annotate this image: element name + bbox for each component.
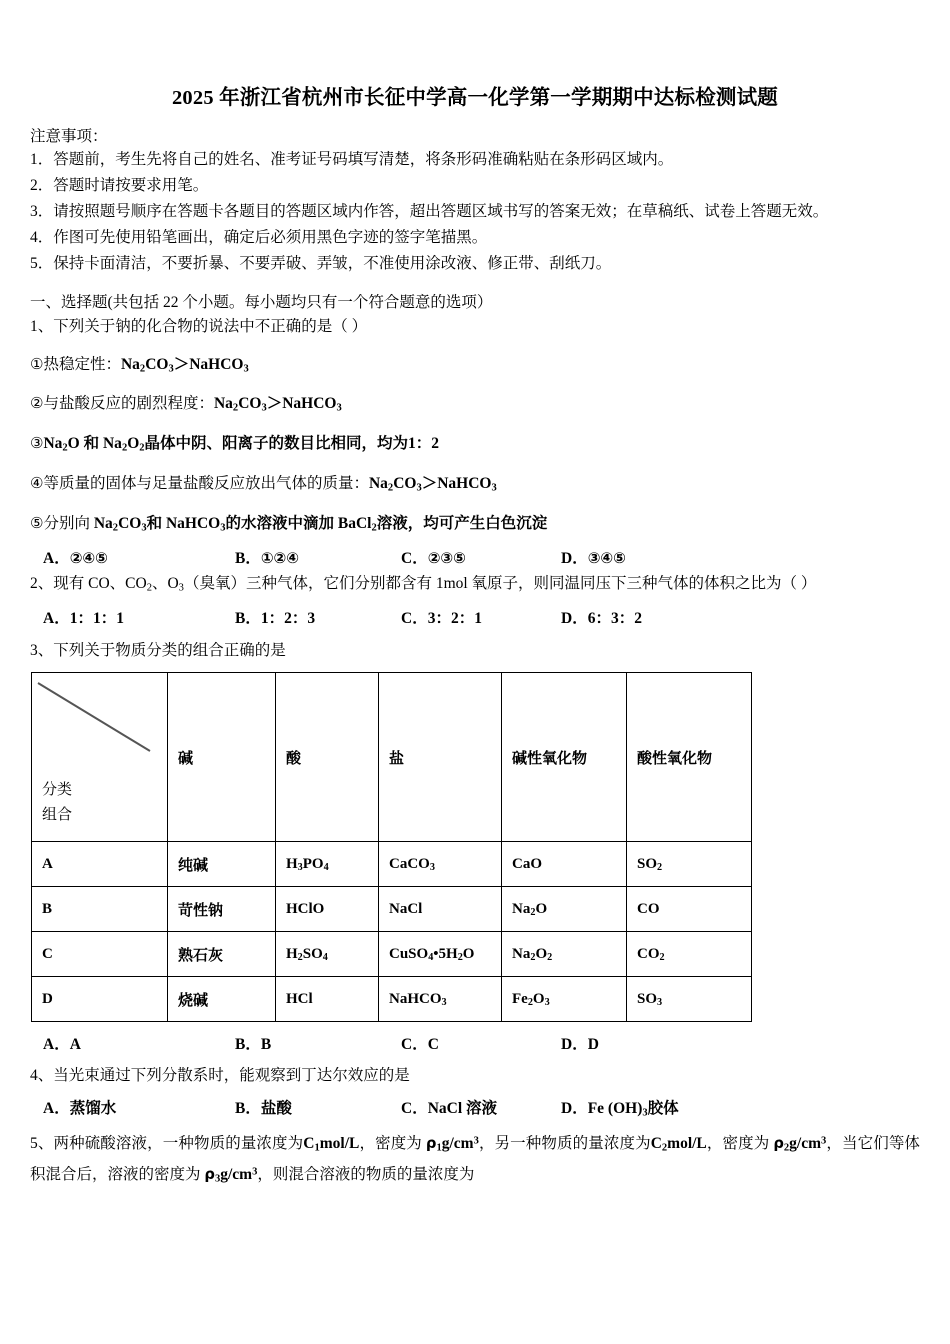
row-id-a: A bbox=[32, 842, 168, 887]
cell-b-base: 苛性钠 bbox=[168, 887, 276, 932]
table-row bbox=[32, 842, 752, 887]
table-header-row bbox=[32, 673, 752, 842]
row-id-d: D bbox=[32, 977, 168, 1022]
cell-d-salt: NaHCO$_3$ bbox=[379, 977, 502, 1022]
question-2-stem bbox=[30, 576, 920, 594]
statement-formula: $Na_2CO_3>NaHCO_3$ bbox=[368, 475, 497, 494]
cell-d-acidic-oxide: $SO_3$ bbox=[627, 977, 752, 1022]
question-1-statement-4 bbox=[30, 463, 920, 494]
option-text: NaCl 溶液 bbox=[427, 1099, 498, 1117]
notice-block bbox=[30, 129, 920, 272]
cell-d-basic-oxide: $Fe_2O_3$ bbox=[502, 977, 627, 1022]
notice-heading: 注意事项： bbox=[30, 127, 108, 145]
statement-text: 热稳定性： bbox=[43, 355, 121, 373]
option-c[interactable] bbox=[401, 546, 466, 568]
notice-item-4: 4．作图可先使用铅笔画出，确定后必须用黑色字迹的签字笔描黑。 bbox=[30, 229, 488, 247]
option-label: B． bbox=[235, 1036, 261, 1054]
option-c[interactable] bbox=[401, 1032, 439, 1054]
cell-d-acid: HCl bbox=[276, 977, 379, 1022]
question-1-statement-2 bbox=[30, 383, 920, 414]
cell-b-acid: HClO bbox=[276, 887, 379, 932]
cell-c-basic-oxide: $Na_2O_2$ bbox=[502, 932, 627, 977]
row-id-b: B bbox=[32, 887, 168, 932]
question-2-stem-p1: 2、现有 CO、CO bbox=[30, 574, 147, 592]
notice-item-5: 5．保持卡面清洁，不要折暴、不要弄破、弄皱，不准使用涂改液、修正带、刮纸刀。 bbox=[30, 255, 612, 273]
cell-d-base: 烧碱 bbox=[168, 977, 276, 1022]
option-b[interactable] bbox=[235, 606, 315, 628]
statement-marker: ③ bbox=[30, 434, 44, 453]
q5-concentration-1: $C_1mol/L$ bbox=[303, 1134, 360, 1154]
option-text: ②③⑤ bbox=[427, 548, 466, 567]
row-id-c: C bbox=[32, 932, 168, 977]
option-a[interactable] bbox=[43, 1032, 81, 1054]
option-label: B． bbox=[235, 609, 261, 627]
option-label: B． bbox=[235, 549, 261, 567]
statement-marker: ④ bbox=[30, 474, 44, 493]
table-corner-labels bbox=[42, 778, 157, 828]
question-1-stem: 1、下列关于钠的化合物的说法中不正确的是（ ） bbox=[30, 318, 368, 336]
question-5-stem: 5、两种硫酸溶液，一种物质的量浓度为$C_1mol/L$，密度为 $\rho_1g/cm^3$，另一种物质的量浓度为$C_2mol/L$，密度为 $\rho_2g/cm^3$，当它们等体积混合后，溶液的密度为 $\rho_3g/cm^3$，则混合溶液的物质的量浓度为 bbox=[30, 1134, 920, 1185]
classification-table bbox=[31, 672, 752, 1022]
question-1-statement-5 bbox=[30, 503, 920, 534]
cell-a-acid: $H_3PO_4$ bbox=[276, 842, 379, 887]
option-c[interactable] bbox=[401, 1096, 497, 1118]
option-label: C． bbox=[401, 1099, 428, 1117]
option-text: ①②④ bbox=[260, 548, 299, 567]
option-b[interactable] bbox=[235, 546, 299, 568]
question-3-options bbox=[30, 1032, 920, 1052]
table-col-header-acidic-oxide: 酸性氧化物 bbox=[627, 673, 752, 842]
option-label: D． bbox=[561, 1099, 588, 1117]
option-b[interactable] bbox=[235, 1032, 271, 1054]
option-label: D． bbox=[561, 549, 588, 567]
statement-formula: $Na_2CO_3>NaHCO_3$ bbox=[120, 355, 249, 374]
statement-marker: ① bbox=[30, 354, 44, 373]
q5-concentration-2: $C_2mol/L$ bbox=[650, 1134, 707, 1154]
cell-b-salt: NaCl bbox=[379, 887, 502, 932]
section-heading-choice: 一、选择题(共包括 22 个小题。每小题均只有一个符合题意的选项） bbox=[30, 293, 493, 311]
q5-density-2-unit: $cm^3$ bbox=[801, 1134, 827, 1152]
option-text: 蒸馏水 bbox=[69, 1099, 117, 1117]
table-row bbox=[32, 932, 752, 977]
option-label: A． bbox=[43, 1099, 70, 1117]
option-a[interactable] bbox=[43, 1096, 116, 1118]
option-a[interactable] bbox=[43, 606, 124, 628]
question-4-options bbox=[30, 1096, 920, 1119]
option-text: 6：3：2 bbox=[587, 609, 642, 627]
statement-text: 与盐酸反应的剧烈程度： bbox=[43, 395, 214, 413]
page-title: 2025 年浙江省杭州市长征中学高一化学第一学期期中达标检测试题 bbox=[171, 87, 779, 109]
option-label: D． bbox=[561, 1036, 588, 1054]
option-text: 1：1：1 bbox=[69, 609, 124, 627]
option-text: ②④⑤ bbox=[69, 548, 108, 567]
question-2-stem-p3: （臭氧）三种气体，它们分别都含有 1mol 氧原子，则同温同压下三种气体的体积之比为（ ） bbox=[183, 574, 817, 592]
option-label: D． bbox=[561, 609, 588, 627]
table-corner-cell bbox=[32, 673, 168, 842]
option-text: ③④⑤ bbox=[587, 548, 626, 567]
table-col-header-base: 碱 bbox=[168, 673, 276, 842]
statement-text: 分别向 bbox=[43, 515, 94, 533]
cell-a-base: 纯碱 bbox=[168, 842, 276, 887]
cell-c-base: 熟石灰 bbox=[168, 932, 276, 977]
q5-density-3: $\rho_3g/cm^3$ bbox=[204, 1165, 258, 1185]
q5-density-2: $\rho_2g/$ bbox=[773, 1134, 802, 1154]
option-label: A． bbox=[43, 1036, 70, 1054]
option-d[interactable] bbox=[561, 546, 626, 568]
cell-b-basic-oxide: $Na_2O$ bbox=[502, 887, 627, 932]
statement-formula: $Na_2O$ 和 $Na_2O_2$晶体中阴、阳离子的数目比相同，均为1：2 bbox=[43, 435, 440, 454]
statement-formula: $Na_2CO_3>NaHCO_3$ bbox=[213, 395, 342, 414]
option-label: C． bbox=[401, 1036, 428, 1054]
option-label: A． bbox=[43, 549, 70, 567]
cell-c-salt: $CuSO_4•5H_2O$ bbox=[379, 932, 502, 977]
cell-c-acidic-oxide: $CO_2$ bbox=[627, 932, 752, 977]
option-label: B． bbox=[235, 1099, 261, 1117]
option-text: 3：2：1 bbox=[427, 609, 482, 627]
option-text: D bbox=[587, 1036, 599, 1054]
cell-a-basic-oxide: CaO bbox=[502, 842, 627, 887]
notice-item-2: 2．答题时请按要求用笔。 bbox=[30, 177, 209, 195]
statement-formula: $Na_2CO_3$和 NaHCO$_3$的水溶液中滴加 BaCl$_2$溶液，均可产生白色沉淀 bbox=[93, 515, 548, 534]
option-text: 1：2：3 bbox=[260, 609, 316, 627]
table-row bbox=[32, 887, 752, 932]
question-2-sub-2: 3 bbox=[178, 582, 184, 594]
option-text: B bbox=[260, 1036, 272, 1054]
option-text: A bbox=[69, 1036, 81, 1054]
option-a[interactable] bbox=[43, 546, 108, 568]
cell-b-acidic-oxide: CO bbox=[627, 887, 752, 932]
question-2-sub-1: 2 bbox=[146, 582, 152, 594]
classification-table-wrap bbox=[30, 672, 920, 1022]
option-label: A． bbox=[43, 609, 70, 627]
statement-marker: ② bbox=[30, 394, 44, 413]
option-text: Fe $(OH)_3$胶体 bbox=[587, 1099, 679, 1119]
question-1-options bbox=[30, 546, 920, 566]
question-2-stem-p2: 、O bbox=[151, 574, 179, 592]
cell-a-salt: CaCO$_3$ bbox=[379, 842, 502, 887]
notice-item-3: 3．请按照题号顺序在答题卡各题目的答题区域内作答，超出答题区域书写的答案无效；在草稿纸、试卷上答题无效。 bbox=[30, 203, 829, 221]
question-2-options bbox=[30, 606, 920, 626]
option-text: C bbox=[427, 1036, 439, 1054]
option-d[interactable] bbox=[561, 1096, 679, 1118]
statement-marker: ⑤ bbox=[30, 514, 44, 533]
table-col-header-basic-oxide: 碱性氧化物 bbox=[502, 673, 627, 842]
q5-density-1: $\rho_1g/cm^3$ bbox=[425, 1134, 479, 1154]
corner-label-combination: 组合 bbox=[42, 806, 73, 823]
question-1-statement-1 bbox=[30, 344, 920, 375]
question-4-stem: 4、当光束通过下列分散系时，能观察到丁达尔效应的是 bbox=[30, 1067, 410, 1085]
option-c[interactable] bbox=[401, 606, 482, 628]
option-d[interactable] bbox=[561, 1032, 599, 1054]
notice-item-1: 1．答题前，考生先将自己的姓名、准考证号码填写清楚，将条形码准确粘贴在条形码区域内。 bbox=[30, 151, 674, 169]
cell-c-acid: $H_2SO_4$ bbox=[276, 932, 379, 977]
cell-a-acidic-oxide: $SO_2$ bbox=[627, 842, 752, 887]
table-row bbox=[32, 977, 752, 1022]
option-label: C． bbox=[401, 609, 428, 627]
statement-text: 等质量的固体与足量盐酸反应放出气体的质量： bbox=[43, 475, 369, 493]
question-3-stem: 3、下列关于物质分类的组合正确的是 bbox=[30, 641, 286, 659]
option-text: 盐酸 bbox=[260, 1099, 292, 1117]
option-d[interactable] bbox=[561, 606, 642, 628]
question-1-statement-3 bbox=[30, 423, 920, 454]
option-label: C． bbox=[401, 549, 428, 567]
table-col-header-acid: 酸 bbox=[276, 673, 379, 842]
corner-label-category: 分类 bbox=[42, 781, 73, 798]
table-col-header-salt: 盐 bbox=[379, 673, 502, 842]
option-b[interactable] bbox=[235, 1096, 292, 1118]
